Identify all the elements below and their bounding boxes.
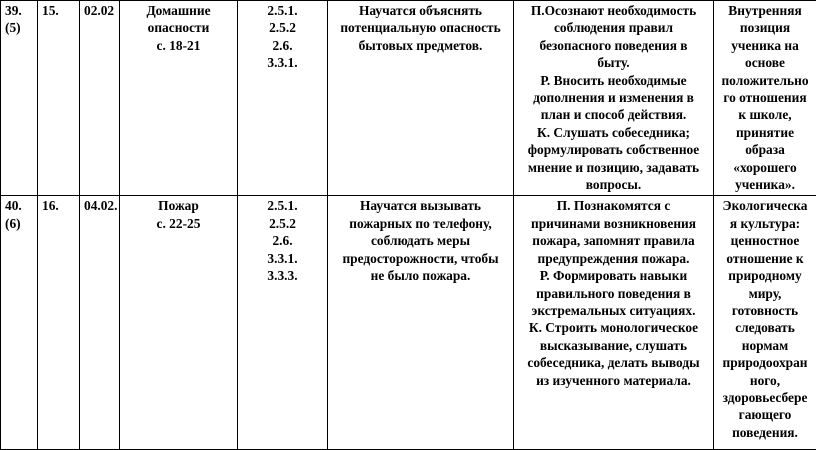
- subject-results-cell: [328, 1, 514, 196]
- cell-text-line: ученика».: [716, 176, 814, 193]
- cell-text-line: К. Слушать собеседника;: [516, 124, 711, 141]
- cell-text-line: 2.6.: [240, 37, 325, 54]
- cell-text-line: опасности: [122, 19, 235, 36]
- cell-text-line: я культура:: [716, 215, 814, 232]
- topic-cell: [120, 1, 238, 196]
- cell-text-line: природному: [716, 267, 814, 284]
- cell-text-line: Научатся вызывать: [330, 197, 511, 214]
- cell-text-line: 02.02: [84, 2, 117, 19]
- cell-text-line: (5): [5, 19, 35, 36]
- meta-results-cell: [514, 196, 714, 450]
- cell-text-line: Научатся объяснять: [330, 2, 511, 19]
- cell-text-line: 39.: [5, 2, 35, 19]
- cell-text-line: 3.3.1.: [240, 54, 325, 71]
- cell-text-line: бытовых предметов.: [330, 37, 511, 54]
- cell-text-line: с. 18-21: [122, 37, 235, 54]
- cell-text-line: ценностное: [716, 232, 814, 249]
- cell-text-line: план и способ действия.: [516, 106, 711, 123]
- cell-text-line: соблюдать меры: [330, 232, 511, 249]
- cell-text-line: (6): [5, 215, 35, 232]
- cell-text-line: го отношения: [716, 89, 814, 106]
- cell-text-line: дополнения и изменения в: [516, 89, 711, 106]
- codes-cell: [238, 1, 328, 196]
- meta-results-cell: [514, 1, 714, 196]
- cell-text-line: предупреждения пожара.: [516, 250, 711, 267]
- cell-text-line: быту.: [516, 54, 711, 71]
- cell-text-line: поведения.: [716, 424, 814, 441]
- cell-text-line: отношение к: [716, 250, 814, 267]
- date-cell: [80, 196, 120, 450]
- cell-text-line: Пожар: [122, 197, 235, 214]
- cell-text-line: следовать: [716, 319, 814, 336]
- cell-text-line: Домашние: [122, 2, 235, 19]
- cell-text-line: ного,: [716, 372, 814, 389]
- cell-text-line: принятие: [716, 124, 814, 141]
- cell-text-line: мнение и позицию, задавать: [516, 159, 711, 176]
- cell-text-line: экстремальных ситуациях.: [516, 302, 711, 319]
- cell-text-line: 40.: [5, 197, 35, 214]
- cell-text-line: потенциальную опасность: [330, 19, 511, 36]
- cell-text-line: к школе,: [716, 106, 814, 123]
- cell-text-line: высказывание, слушать: [516, 337, 711, 354]
- cell-text-line: образа: [716, 141, 814, 158]
- row-number-cell: [1, 1, 38, 196]
- cell-text-line: Р. Формировать навыки: [516, 267, 711, 284]
- cell-text-line: 04.02.: [84, 197, 117, 214]
- cell-text-line: безопасного поведения в: [516, 37, 711, 54]
- cell-text-line: готовность: [716, 302, 814, 319]
- cell-text-line: природоохран: [716, 354, 814, 371]
- cell-text-line: с. 22-25: [122, 215, 235, 232]
- cell-text-line: 15.: [42, 2, 77, 19]
- cell-text-line: формулировать собственное: [516, 141, 711, 158]
- cell-text-line: «хорошего: [716, 159, 814, 176]
- cell-text-line: миру,: [716, 285, 814, 302]
- cell-text-line: 2.5.2: [240, 19, 325, 36]
- cell-text-line: пожарных по телефону,: [330, 215, 511, 232]
- cell-text-line: 2.6.: [240, 232, 325, 249]
- cell-text-line: 2.5.1.: [240, 2, 325, 19]
- cell-text-line: 2.5.1.: [240, 197, 325, 214]
- cell-text-line: нормам: [716, 337, 814, 354]
- cell-text-line: соблюдения правил: [516, 19, 711, 36]
- cell-text-line: причинами возникновения: [516, 215, 711, 232]
- personal-results-cell: [714, 1, 816, 196]
- cell-text-line: правильного поведения в: [516, 285, 711, 302]
- codes-cell: [238, 196, 328, 450]
- row-number-cell: [1, 196, 38, 450]
- cell-text-line: 3.3.3.: [240, 267, 325, 284]
- cell-text-line: Р. Вносить необходимые: [516, 72, 711, 89]
- cell-text-line: Экологическа: [716, 197, 814, 214]
- cell-text-line: Внутренняя: [716, 2, 814, 19]
- cell-text-line: позиция: [716, 19, 814, 36]
- cell-text-line: не было пожара.: [330, 267, 511, 284]
- subject-results-cell: [328, 196, 514, 450]
- cell-text-line: П. Познакомятся с: [516, 197, 711, 214]
- cell-text-line: 3.3.1.: [240, 250, 325, 267]
- cell-text-line: К. Строить монологическое: [516, 319, 711, 336]
- cell-text-line: основе: [716, 54, 814, 71]
- lesson-number-cell: [38, 1, 80, 196]
- personal-results-cell: [714, 196, 816, 450]
- cell-text-line: П.Осознают необходимость: [516, 2, 711, 19]
- cell-text-line: 16.: [42, 197, 77, 214]
- cell-text-line: вопросы.: [516, 176, 711, 193]
- date-cell: [80, 1, 120, 196]
- cell-text-line: из изученного материала.: [516, 372, 711, 389]
- table-row: [1, 196, 816, 450]
- cell-text-line: гающего: [716, 406, 814, 423]
- cell-text-line: 2.5.2: [240, 215, 325, 232]
- cell-text-line: ученика на: [716, 37, 814, 54]
- lesson-number-cell: [38, 196, 80, 450]
- cell-text-line: положительно: [716, 72, 814, 89]
- topic-cell: [120, 196, 238, 450]
- cell-text-line: пожара, запомнят правила: [516, 232, 711, 249]
- cell-text-line: предосторожности, чтобы: [330, 250, 511, 267]
- cell-text-line: собеседника, делать выводы: [516, 354, 711, 371]
- table-row: [1, 1, 816, 196]
- cell-text-line: здоровьесбере: [716, 389, 814, 406]
